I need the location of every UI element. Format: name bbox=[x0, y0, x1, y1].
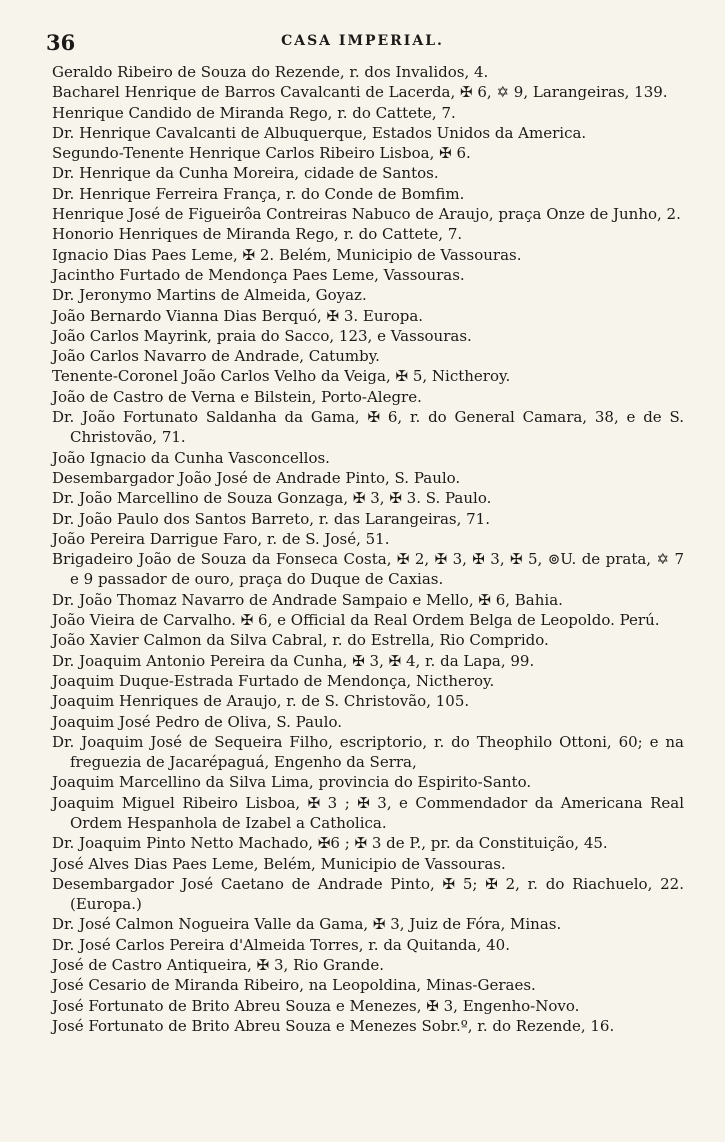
directory-entry: Joaquim Duque-Estrada Furtado de Mendonça, Nictheroy. bbox=[52, 671, 495, 690]
directory-entry: Dr. João Thomaz Navarro de Andrade Sampaio e Mello, ✠ 6, Bahia. bbox=[52, 590, 563, 609]
directory-entry: João Carlos Navarro de Andrade, Catumby. bbox=[52, 347, 380, 366]
directory-entry: Joaquim José Pedro de Oliva, S. Paulo. bbox=[52, 712, 343, 731]
directory-entry: Henrique Candido de Miranda Rego, r. do Cattete, 7. bbox=[52, 103, 456, 122]
directory-entry: João Carlos Mayrink, praia do Sacco, 123, e Vassouras. bbox=[52, 326, 472, 345]
directory-entry: João Vieira de Carvalho. ✠ 6, e Official da Real Ordem Belga de Leopoldo. Perú. bbox=[52, 611, 660, 630]
directory-entry: João Xavier Calmon da Silva Cabral, r. do Estrella, Rio Comprido. bbox=[52, 631, 549, 650]
directory-entry: Dr. Henrique Cavalcanti de Albuquerque, Estados Unidos da America. bbox=[52, 123, 587, 142]
directory-entry: Henrique José de Figueirôa Contreiras Nabuco de Araujo, praça Onze de Junho, 2. bbox=[52, 205, 681, 224]
directory-entry: Joaquim Marcellino da Silva Lima, provincia do Espirito-Santo. bbox=[52, 773, 532, 792]
page-header bbox=[0, 30, 725, 58]
directory-entry: Geraldo Ribeiro de Souza do Rezende, r. dos Invalidos, 4. bbox=[52, 63, 489, 81]
directory-entry: Dr. Joaquim Antonio Pereira da Cunha, ✠ 3, ✠ 4, r. da Lapa, 99. bbox=[52, 651, 535, 670]
directory-entry: Tenente-Coronel João Carlos Velho da Veiga, ✠ 5, Nictheroy. bbox=[52, 367, 511, 386]
directory-entry: Honorio Henriques de Miranda Rego, r. do Cattete, 7. bbox=[52, 225, 463, 244]
directory-entry: Desembargador João José de Andrade Pinto, S. Paulo. bbox=[52, 468, 461, 487]
directory-entry: Segundo-Tenente Henrique Carlos Ribeiro Lisboa, ✠ 6. bbox=[52, 144, 471, 163]
directory-entry: Bacharel Henrique de Barros Cavalcanti de Lacerda, ✠ 6, ✡ 9, Larangeiras, 139. bbox=[52, 83, 668, 102]
directory-entry: José Cesario de Miranda Ribeiro, na Leopoldina, Minas-Geraes. bbox=[52, 976, 536, 995]
directory-entry: Brigadeiro João de Souza da Fonseca Costa, ✠ 2, ✠ 3, ✠ 3, ✠ 5, ⊚U. de prata, ✡ 7 e 9 passador de ouro, praça do Duque de Caxias. bbox=[52, 550, 684, 589]
directory-entry: João Pereira Darrigue Faro, r. de S. José, 51. bbox=[52, 529, 390, 548]
directory-entries bbox=[52, 62, 684, 1036]
directory-entry: Joaquim Miguel Ribeiro Lisboa, ✠ 3 ; ✠ 3, e Commendador da Americana Real Ordem Hespanhola de Izabel a Catholica. bbox=[52, 793, 684, 832]
directory-entry: José de Castro Antiqueira, ✠ 3, Rio Grande. bbox=[52, 956, 384, 975]
directory-entry: Dr. Henrique Ferreira França, r. do Conde de Bomfim. bbox=[52, 184, 465, 203]
directory-entry: Dr. Henrique da Cunha Moreira, cidade de Santos. bbox=[52, 164, 439, 183]
directory-entry: Joaquim Henriques de Araujo, r. de S. Christovão, 105. bbox=[52, 692, 470, 711]
page-number: 36 bbox=[46, 30, 76, 55]
directory-entry: Ignacio Dias Paes Leme, ✠ 2. Belém, Municipio de Vassouras. bbox=[52, 245, 522, 264]
directory-entry: José Alves Dias Paes Leme, Belém, Municipio de Vassouras. bbox=[52, 854, 506, 873]
directory-entry: João Ignacio da Cunha Vasconcellos. bbox=[52, 448, 330, 467]
directory-entry: Dr. João Fortunato Saldanha da Gama, ✠ 6, r. do General Camara, 38, e de S. Christovão, 71. bbox=[52, 408, 684, 447]
directory-entry: Dr. João Paulo dos Santos Barreto, r. das Larangeiras, 71. bbox=[52, 509, 490, 528]
directory-entry: João Bernardo Vianna Dias Berquó, ✠ 3. Europa. bbox=[52, 306, 424, 325]
directory-entry: José Fortunato de Brito Abreu Souza e Menezes, ✠ 3, Engenho-Novo. bbox=[52, 996, 580, 1015]
directory-entry: João de Castro de Verna e Bilstein, Porto-Alegre. bbox=[52, 387, 422, 406]
directory-entry: Dr. José Calmon Nogueira Valle da Gama, ✠ 3, Juiz de Fóra, Minas. bbox=[52, 915, 562, 934]
directory-entry: José Fortunato de Brito Abreu Souza e Menezes Sobr.º, r. do Rezende, 16. bbox=[52, 1016, 615, 1035]
running-head: CASA IMPERIAL. bbox=[281, 33, 444, 49]
directory-entry: Desembargador José Caetano de Andrade Pinto, ✠ 5; ✠ 2, r. do Riachuelo, 22. (Europa.) bbox=[52, 874, 684, 914]
directory-entry: Jacintho Furtado de Mendonça Paes Leme, Vassouras. bbox=[52, 265, 465, 284]
directory-entry: Dr. Joaquim Pinto Netto Machado, ✠6 ; ✠ 3 de P., pr. da Constituição, 45. bbox=[52, 834, 608, 853]
directory-entry: Dr. Joaquim José de Sequeira Filho, escriptorio, r. do Theophilo Ottoni, 60; e na freguezia de Jacarépaguá, Engenho da Serra, bbox=[52, 732, 684, 772]
directory-entry: Dr. João Marcellino de Souza Gonzaga, ✠ 3, ✠ 3. S. Paulo. bbox=[52, 489, 492, 508]
directory-entry: Dr. Jeronymo Martins de Almeida, Goyaz. bbox=[52, 286, 367, 305]
directory-entry: Dr. José Carlos Pereira d'Almeida Torres, r. da Quitanda, 40. bbox=[52, 935, 510, 954]
